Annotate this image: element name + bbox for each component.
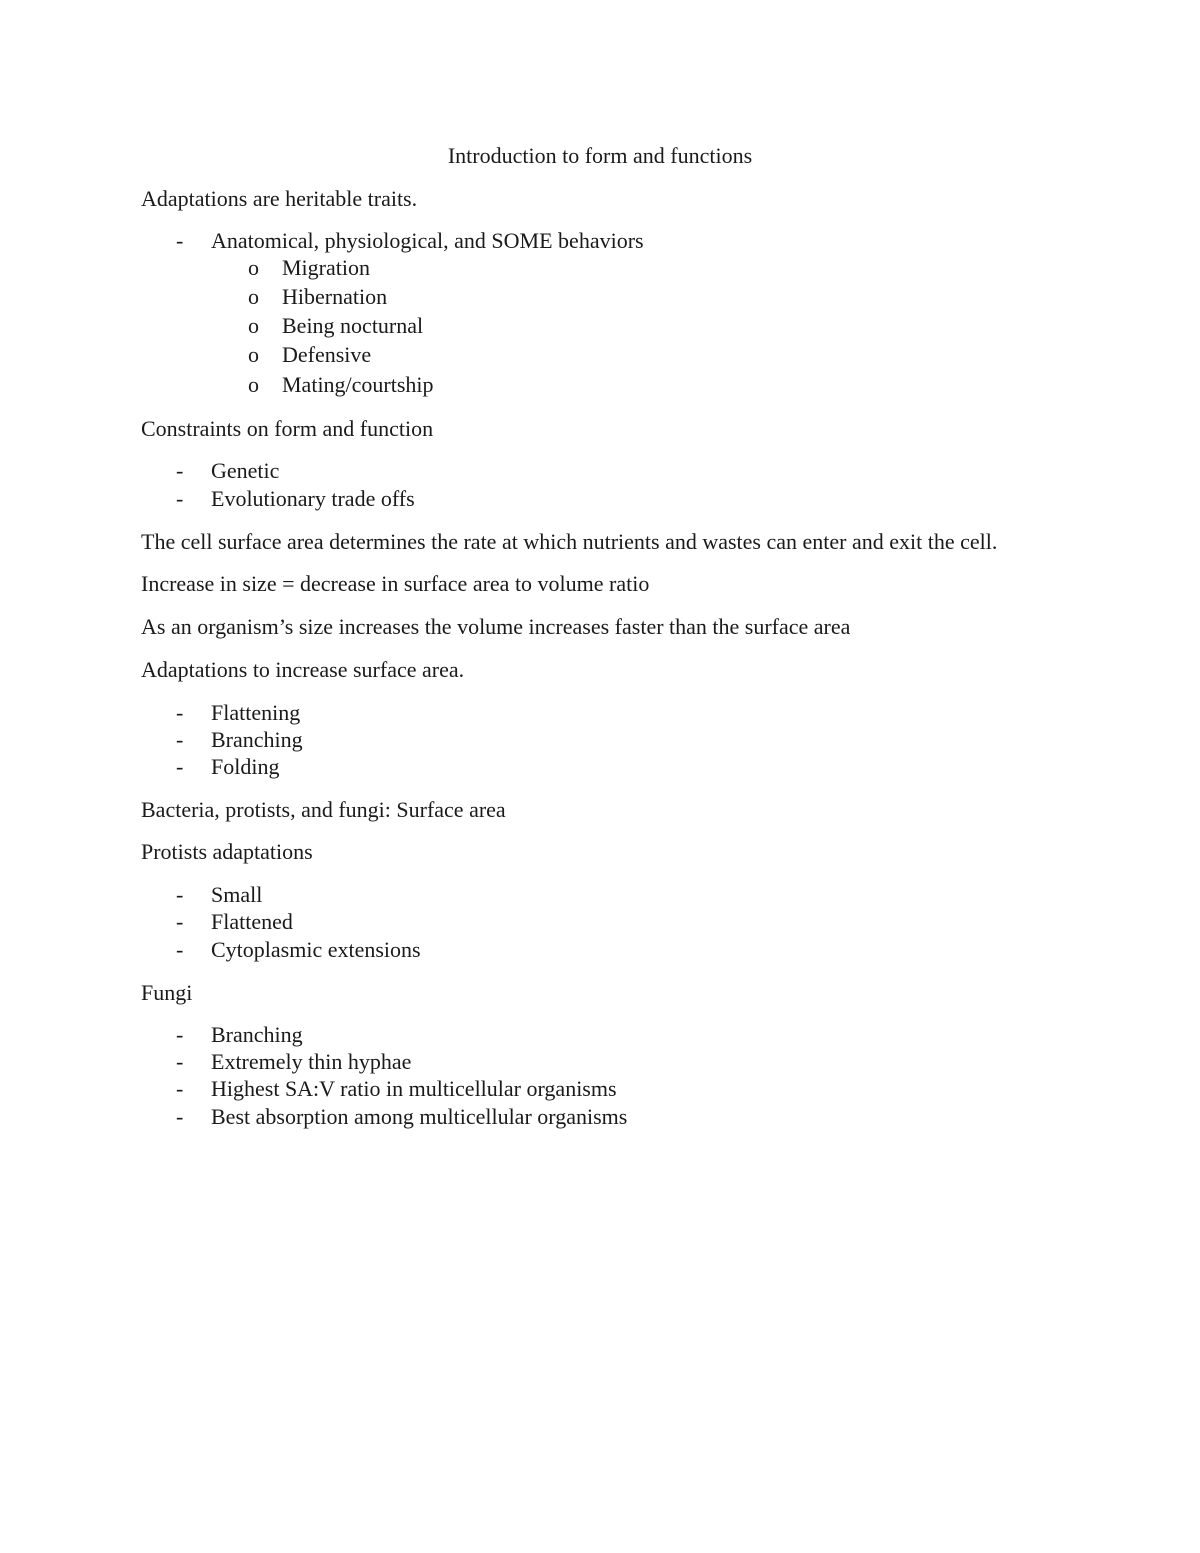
list-item-text: Evolutionary trade offs — [211, 486, 415, 511]
list-item-text: Branching — [211, 1022, 303, 1047]
bullet-dash: - — [176, 1022, 184, 1047]
list-item-text: Anatomical, physiological, and SOME behaviors — [211, 228, 644, 253]
bullet-dash: - — [176, 937, 184, 962]
sub-list-item-text: Migration — [282, 255, 370, 280]
list-item-text: Cytoplasmic extensions — [211, 937, 421, 962]
bullet-dash: - — [176, 458, 184, 483]
bullet-circle: o — [248, 255, 259, 280]
list-item-text: Genetic — [211, 458, 280, 483]
list-item-text: Extremely thin hyphae — [211, 1049, 412, 1074]
list-item-text: Flattened — [211, 909, 293, 934]
list-item-text: Folding — [211, 754, 280, 779]
sub-list-item-text: Being nocturnal — [282, 313, 424, 338]
bullet-circle: o — [248, 313, 259, 338]
constraints-heading: Constraints on form and function — [141, 416, 434, 441]
bullet-circle: o — [248, 284, 259, 309]
sub-list-item-text: Hibernation — [282, 284, 388, 309]
list-item-text: Highest SA:V ratio in multicellular organisms — [211, 1076, 617, 1101]
bullet-circle: o — [248, 342, 259, 367]
bullet-dash: - — [176, 1104, 184, 1129]
bullet-dash: - — [176, 727, 184, 752]
increase-sa-heading: Adaptations to increase surface area. — [141, 657, 465, 682]
statement-paragraph: Increase in size = decrease in surface area to volume ratio — [141, 571, 650, 596]
bullet-circle: o — [248, 372, 259, 397]
fungi-heading: Fungi — [141, 980, 193, 1005]
bullet-dash: - — [176, 228, 184, 253]
sub-list-item-text: Defensive — [282, 342, 372, 367]
bullet-dash: - — [176, 909, 184, 934]
bullet-dash: - — [176, 1076, 184, 1101]
list-item-text: Flattening — [211, 700, 301, 725]
statement-paragraph: The cell surface area determines the rate at which nutrients and wastes can enter and exit the cell. — [141, 529, 998, 554]
adaptations-heading: Adaptations are heritable traits. — [141, 186, 418, 211]
protists-heading: Protists adaptations — [141, 839, 313, 864]
document-title: Introduction to form and functions — [447, 143, 753, 168]
bullet-dash: - — [176, 1049, 184, 1074]
statement-paragraph: As an organism’s size increases the volume increases faster than the surface area — [141, 614, 851, 639]
bullet-dash: - — [176, 754, 184, 779]
list-item-text: Branching — [211, 727, 303, 752]
sub-list-item-text: Mating/courtship — [282, 372, 434, 397]
bullet-dash: - — [176, 700, 184, 725]
list-item-text: Best absorption among multicellular organisms — [211, 1104, 628, 1129]
bullet-dash: - — [176, 486, 184, 511]
bullet-dash: - — [176, 882, 184, 907]
bacteria-heading: Bacteria, protists, and fungi: Surface area — [141, 797, 506, 822]
list-item-text: Small — [211, 882, 263, 907]
